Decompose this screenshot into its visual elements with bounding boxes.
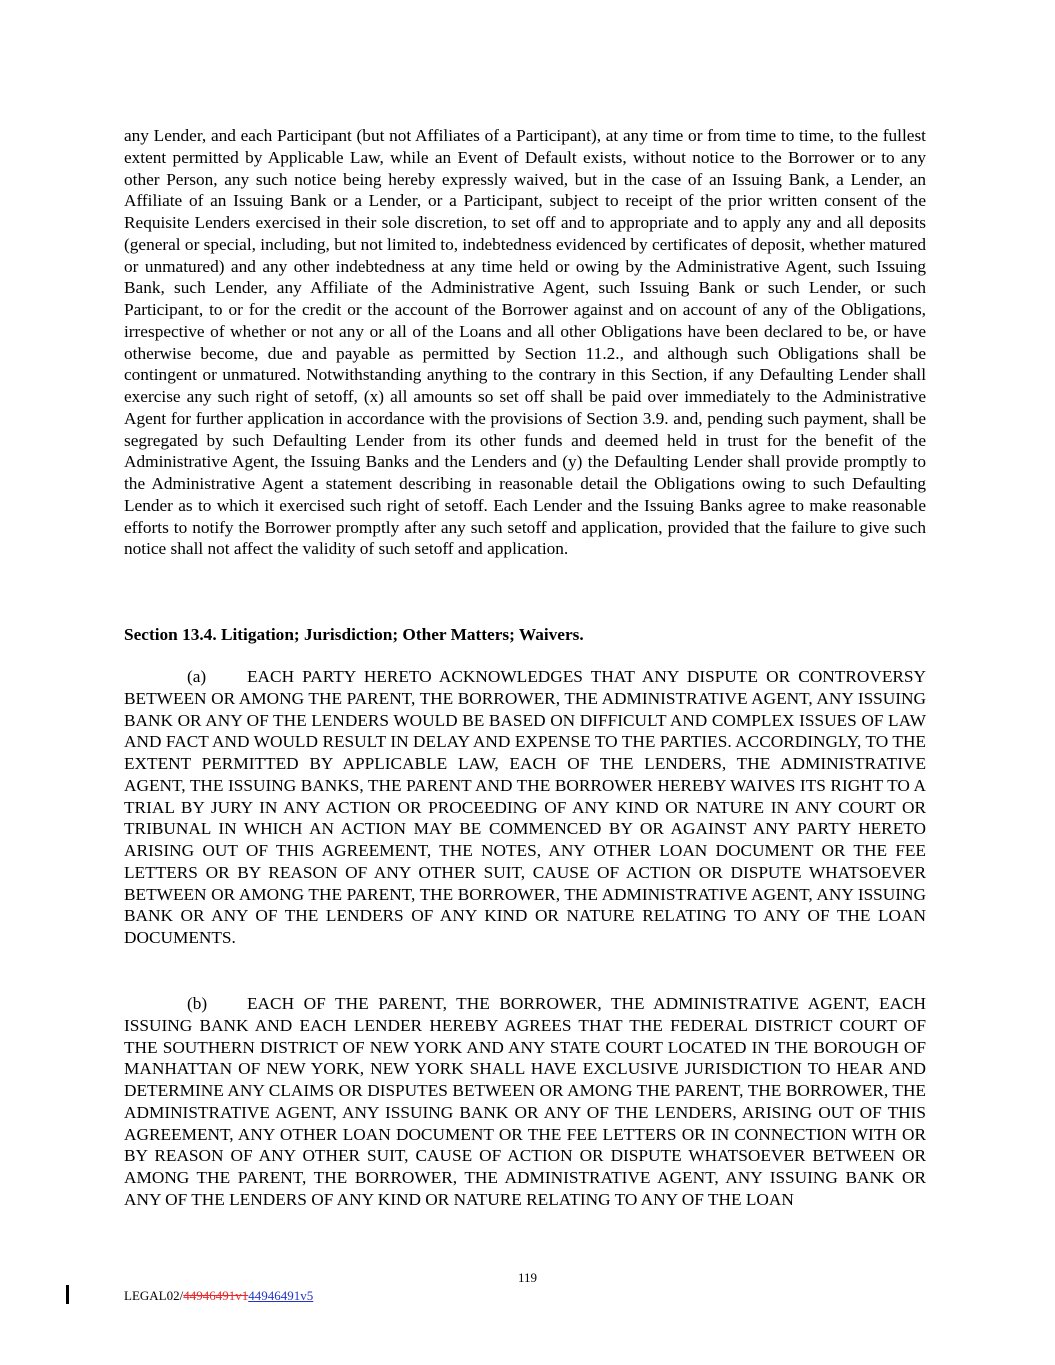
revision-change-bar — [66, 1285, 69, 1304]
doc-id-prefix: LEGAL02/ — [124, 1288, 184, 1303]
clause-a-paragraph — [124, 666, 926, 949]
clause-b-text: EACH OF THE PARENT, THE BORROWER, THE ADMINISTRATIVE AGENT, EACH ISSUING BANK AND EACH LENDER HEREBY AGREES THAT THE FEDERAL DISTRICT COURT OF THE SOUTHERN DISTRICT OF NEW YORK AND ANY STATE COURT LOCATED IN THE BOROUGH OF MANHATTAN OF NEW YORK, NEW YORK SHALL HAVE EXCLUSIVE JURISDICTION TO HEAR AND DETERMINE ANY CLAIMS OR DISPUTES BETWEEN OR AMONG THE PARENT, THE BORROWER, THE ADMINISTRATIVE AGENT, ANY ISSUING BANK OR ANY OF THE LENDERS, ARISING OUT OF THIS AGREEMENT, ANY OTHER LOAN DOCUMENT OR THE FEE LETTERS OR IN CONNECTION WITH OR BY REASON OF ANY OTHER SUIT, CAUSE OF ACTION OR DISPUTE WHATSOEVER BETWEEN OR AMONG THE PARENT, THE BORROWER, THE ADMINISTRATIVE AGENT, ANY ISSUING BANK OR ANY OF THE LENDERS OF ANY KIND OR NATURE RELATING TO ANY OF THE LOAN — [124, 994, 926, 1209]
clause-a-label: (a) — [187, 667, 207, 686]
footer-document-id — [124, 1288, 313, 1304]
page-number: 119 — [517, 1270, 538, 1285]
doc-id-inserted: 44946491v5 — [248, 1288, 314, 1303]
clause-b-label: (b) — [187, 994, 208, 1013]
clause-a-text: EACH PARTY HERETO ACKNOWLEDGES THAT ANY DISPUTE OR CONTROVERSY BETWEEN OR AMONG THE PARENT, THE BORROWER, THE ADMINISTRATIVE AGENT, ANY ISSUING BANK OR ANY OF THE LENDERS WOULD BE BASED ON DIFFICULT AND COMPLEX ISSUES OF LAW AND FACT AND WOULD RESULT IN DELAY AND EXPENSE TO THE PARTIES. ACCORDINGLY, TO THE EXTENT PERMITTED BY APPLICABLE LAW, EACH OF THE LENDERS, THE ADMINISTRATIVE AGENT, THE ISSUING BANKS, THE PARENT AND THE BORROWER HEREBY WAIVES ITS RIGHT TO A TRIAL BY JURY IN ANY ACTION OR PROCEEDING OF ANY KIND OR NATURE IN ANY COURT OR TRIBUNAL IN WHICH AN ACTION MAY BE COMMENCED BY OR AGAINST ANY PARTY HERETO ARISING OUT OF THIS AGREEMENT, THE NOTES, ANY OTHER LOAN DOCUMENT OR THE FEE LETTERS OR BY REASON OF ANY OTHER SUIT, CAUSE OF ACTION OR DISPUTE WHATSOEVER BETWEEN OR AMONG THE PARENT, THE BORROWER, THE ADMINISTRATIVE AGENT, ANY ISSUING BANK OR ANY OF THE LENDERS OF ANY KIND OR NATURE RELATING TO ANY OF THE LOAN DOCUMENTS. — [124, 667, 926, 947]
doc-id-deleted: 44946491v1 — [183, 1288, 249, 1303]
setoff-paragraph: any Lender, and each Participant (but not Affiliates of a Participant), at any time or from time to time, to the fullest extent permitted by Applicable Law, while an Event of Default exists, without notice to the Borrower or to any other Person, any such notice being hereby expressly waived, but in the case of an Issuing Bank, a Lender, an Affiliate of an Issuing Bank or a Lender, or a Participant, subject to receipt of the prior written consent of the Requisite Lenders exercised in their sole discretion, to set off and to appropriate and to apply any and all deposits (general or special, including, but not limited to, indebtedness evidenced by certificates of deposit, whether matured or unmatured) and any other indebtedness at any time held or owing by the Administrative Agent, such Issuing Bank, such Lender, any Affiliate of the Administrative Agent, such Issuing Bank or such Lender, or such Participant, to or for the credit or the account of the Borrower against and on account of any of the Obligations, irrespective of whether or not any or all of the Loans and all other Obligations have been declared to be, or have otherwise become, due and payable as permitted by Section 11.2., and although such Obligations shall be contingent or unmatured. Notwithstanding anything to the contrary in this Section, if any Defaulting Lender shall exercise any such right of setoff, (x) all amounts so set off shall be paid over immediately to the Administrative Agent for further application in accordance with the provisions of Section 3.9. and, pending such payment, shall be segregated by such Defaulting Lender from its other funds and deemed held in trust for the benefit of the Administrative Agent, the Issuing Banks and the Lenders and (y) the Defaulting Lender shall provide promptly to the Administrative Agent a statement describing in reasonable detail the Obligations owing to such Defaulting Lender as to which it exercised such right of setoff. Each Lender and the Issuing Banks agree to make reasonable efforts to notify the Borrower promptly after any such setoff and application, provided that the failure to give such notice shall not affect the validity of such setoff and application. — [124, 126, 926, 559]
clause-b-paragraph — [124, 993, 926, 1211]
section-heading: Section 13.4. Litigation; Jurisdiction; Other Matters; Waivers. — [124, 625, 584, 644]
